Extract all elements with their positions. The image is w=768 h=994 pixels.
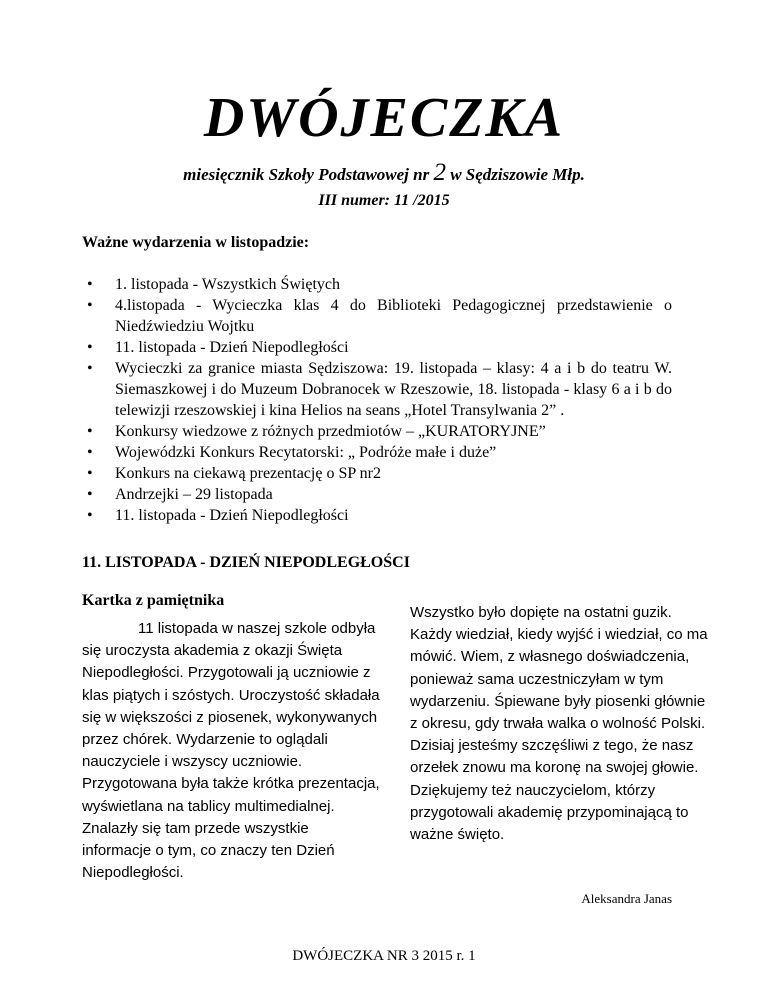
newsletter-title: DWÓJECZKA <box>203 87 565 149</box>
subtitle-suffix: w Sędziszowie Młp. <box>445 165 585 184</box>
masthead <box>0 86 768 212</box>
subtitle-prefix: miesięcznik Szkoły Podstawowej nr <box>183 165 434 184</box>
list-item: • Andrzejki – 29 listopada <box>82 484 672 505</box>
list-item: • Konkurs na ciekawą prezentację o SP nr2 <box>82 463 672 484</box>
article-title: Kartka z pamiętnika <box>82 592 225 609</box>
issue-number: III numer: 11 /2015 <box>318 192 450 209</box>
page-footer: DWÓJECZKA NR 3 2015 r. 1 <box>292 948 476 964</box>
article-column-right <box>410 602 710 846</box>
list-item: • 1. listopada - Wszystkich Świętych <box>82 274 672 295</box>
article-paragraph-left: 11 listopada w naszej szkole odbyła się uroczysta akademia z okazji Święta Niepodległości. Przygotowali ją uczniowie z klas piątych i szóstych. Uroczystość składała się w większości z piosenek, wykonywanych przez chórek. Wydarzenie to oglądali nauczyciele i wszyscy uczniowie. Przygotowana była także krótka prezentacja, wyświetlana na tablicy multimedialnej. Znalazły się tam przede wszystkie informacje o tym, co znaczy ten Dzień Niepodległości. <box>82 620 380 882</box>
list-item: • Wojewódzki Konkurs Recytatorski: „ Podróże małe i duże” <box>82 442 672 463</box>
article-author: Aleksandra Janas <box>581 891 672 906</box>
article-column-left <box>82 618 382 884</box>
list-item: • 4.listopada - Wycieczka klas 4 do Biblioteki Pedagogicznej przedstawienie o Niedźwiedziu Wojtku <box>82 295 672 337</box>
events-heading: Ważne wydarzenia w listopadzie: <box>82 234 310 251</box>
section-heading: 11. LISTOPADA - DZIEŃ NIEPODLEGŁOŚCI <box>82 554 410 571</box>
list-item: • 11. listopada - Dzień Niepodległości <box>82 505 672 526</box>
events-list <box>82 274 672 526</box>
article-paragraph-right: Wszystko było dopięte na ostatni guzik. Każdy wiedział, kiedy wyjść i wiedział, co ma mówić. Wiem, z własnego doświadczenia, ponieważ sama uczestniczyłam w tym wydarzeniu. Śpiewane były piosenki głównie z okresu, gdy trwała walka o wolność Polski. Dzisiaj jesteśmy szczęśliwi z tego, że nasz orzełek znowu ma koronę na swojej głowie. Dziękujemy też nauczycielom, którzy przygotowali akademię przypominającą to ważne święto. <box>410 604 708 844</box>
newsletter-subtitle <box>0 159 768 186</box>
list-item: • Konkursy wiedzowe z różnych przedmiotów – „KURATORYJNE” <box>82 421 672 442</box>
list-item: • 11. listopada - Dzień Niepodległości <box>82 337 672 358</box>
list-item: • Wycieczki za granice miasta Sędziszowa: 19. listopada – klasy: 4 a i b do teatru W. Siemaszkowej i do Muzeum Dobranocek w Rzeszowie, 18. listopada - klasy 6 a i b do telewizji rzeszowskiej i kina Helios na seans „Hotel Transylwania 2” . <box>82 358 672 421</box>
school-number: 2 <box>433 159 446 186</box>
